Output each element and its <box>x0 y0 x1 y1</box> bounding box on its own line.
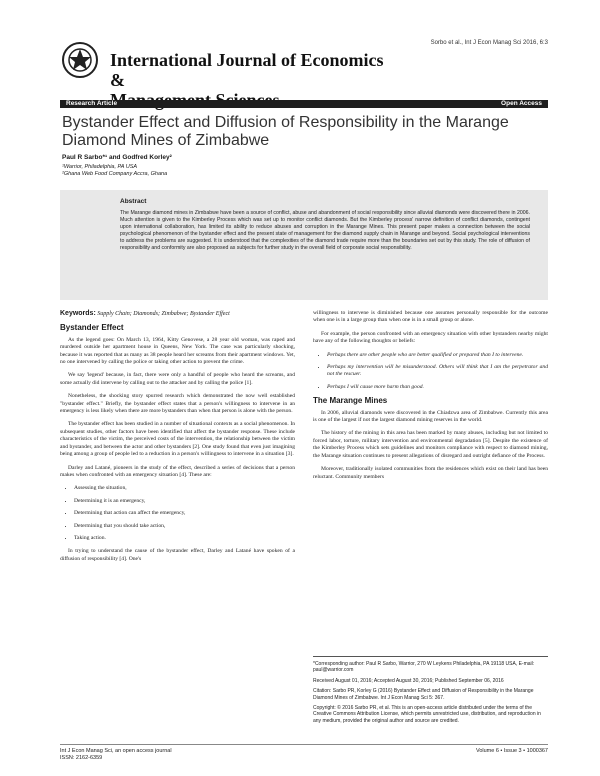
beliefs-list <box>313 352 548 392</box>
list-item: • Determining that you should take action, <box>74 523 295 530</box>
right-column <box>313 310 548 487</box>
list-item: • Perhaps my intervention will be misunderstood. Others will think that I am the perpetrator and not the rescuer. <box>327 364 548 379</box>
paper-title: Bystander Effect and Diffusion of Responsibility in the Marange Diamond Mines of Zimbabwe <box>62 114 509 149</box>
abstract-text: The Marange diamond mines in Zimbabwe have been a source of conflict, abuse and abandonment of social responsibility since alluvial diamonds were discovered there in 2006. Much attention is given to the Kimberley Process which was set up to monitor conflict diamonds. But the Kimberley process' narrow definition of conflict diamonds, contingent upon international collaboration, has limited its ability to reduce abuses and corruption in the Marange Mines. This present paper makes a connection between the social psychological phenomenon of the bystander effect and the present state of management for the diamond supply chain in Marange and beyond. Social psychological interventions to address the problems are suggested. It is understood that the complexities of the diamond trade require more than the boundaries set out by this study. The role of diffusion of responsibility and conformity are also proposed as subjects for further study in the overall field of corporate social responsibility. <box>120 210 530 251</box>
list-item: • Determining that action can affect the emergency, <box>74 510 295 517</box>
corresponding-author: *Corresponding author: Paul R Sarbo, Warrior, 270 W Leykens Philadelphia, PA 19118 USA, E-mail: paul@warrior.com <box>313 661 535 674</box>
decision-steps-list <box>60 485 295 542</box>
paragraph: For example, the person confronted with an emergency situation with other bystanders nearby might have any of the following thoughts or beliefs: <box>313 330 548 345</box>
section-label: Research Article <box>66 100 118 107</box>
paragraph: In 2006, alluvial diamonds were discovered in the Chiadzwa area of Zimbabwe. Currently this area is one of the largest if not the largest diamond mining reserves in the world. <box>313 409 548 424</box>
paragraph: willingness to intervene is diminished because one assumes personally responsible for the outcome when one is in a large group than when one is in a small group or alone. <box>313 310 548 324</box>
footer-left <box>60 748 172 762</box>
footer-journal: Int J Econ Manag Sci, an open access journal <box>60 748 172 754</box>
paragraph: The bystander effect has been studied in a number of situational contexts as a social phenomenon. In subsequent studies, other factors have been identified that affect the bystander response. These include characteristics of the victim, the perceived costs of the intervention, the relationship between the victim and bystander, and between the actor and other bystanders [2]. One study found that even just imagining being among a group of people led to a reduction in a person's willingness to intervene in a situation [3]. <box>60 421 295 458</box>
affiliation-1: ¹Warrior, Philadelphia, PA USA <box>62 164 138 170</box>
authors: Paul R Sarbo*¹ and Godfred Korley² <box>62 154 172 161</box>
dates: Received August 01, 2016; Accepted August 30, 2016; Published September 06, 2016 <box>313 677 504 684</box>
paragraph: Moreover, traditionally isolated communities from the residences which exist on their land has been reluctant. Community members <box>313 466 548 480</box>
paragraph: As the legend goes: On March 13, 1964, Kitty Genovese, a 28 year old woman, was raped and murdered outside her apartment house in Queens, New York. The case was particularly shocking, because it was reported that as many as 38 people heard her screams from their apartment windows. Yet, no one intervened by calling the police or taking other action to prevent the crime. <box>60 336 295 366</box>
list-item: • Assessing the situation, <box>74 485 295 492</box>
copyright: Copyright: © 2016 Sarbo PR, et al. This is an open-access article distributed under the terms of the Creative Commons Attribution License, which permits unrestricted use, distribution, and reproduction in any medium, provided the original author and source are credited. <box>313 705 541 724</box>
paragraph: In trying to understand the cause of the bystander effect, Darley and Latané have spoken of a diffusion of responsibility [4]. One's <box>60 548 295 562</box>
list-item: • Determining it is an emergency, <box>74 498 295 505</box>
affiliation-2: ²Ghana Web Food Company Accra, Ghana <box>62 171 168 177</box>
footnote-block <box>313 656 548 728</box>
list-item: • Perhaps there are other people who are better qualified or prepared than I to intervene. <box>327 352 548 359</box>
paragraph: Nonetheless, the shocking story spurred research which demonstrated the now well established "bystander effect." Briefly, the bystander effect states that a person's willingness to intervene in an emergency is less likely when there are more bystanders than when that person is alone with the person. <box>60 393 295 415</box>
paragraph: The history of the mining in this area has been marked by many abuses, including but not limited to forced labor, torture, military intervention and environmental degradation [5]. Despite the existence of the Kimberley Process which sets guidelines and monitors compliance with respect to diamond mining, the Marange situation continues to present allegations of disregard and outright defiance of the Process. <box>313 430 548 459</box>
list-item: • Taking action. <box>74 535 295 542</box>
citation: Citation: Sarbo PR, Korley G (2016) Bystander Effect and Diffusion of Responsibility in the Marange Diamond Mines of Zimbabwe. Int J Econ Manag Sci 5: 367. <box>313 688 534 701</box>
section-heading-marange: The Marange Mines <box>313 396 388 406</box>
paragraph: We say 'legend' because, in fact, there were only a handful of people who heard the screams, and some actually did intervene by calling out to the attacker and by calling the police [1]. <box>60 372 295 386</box>
journal-title-line1: International Journal of Economics & <box>110 50 384 90</box>
left-column <box>60 310 295 569</box>
keywords-text: Supply Chain; Diamonds; Zimbabwe; Bystander Effect <box>97 311 230 317</box>
keywords-label: Keywords: <box>60 310 96 317</box>
open-access-label: Open Access <box>501 100 542 107</box>
section-bar <box>60 100 548 108</box>
footer-rule <box>60 744 548 745</box>
journal-logo-icon <box>60 40 100 80</box>
footer-issn: ISSN: 2162-6359 <box>60 755 103 761</box>
footer-volume: Volume 6 • Issue 3 • 1000367 <box>475 748 548 754</box>
top-citation: Sorbo et al., Int J Econ Manag Sci 2016, 6:3 <box>430 40 548 46</box>
paragraph: Darley and Latané, pioneers in the study of the effect, described a series of decisions that a person makes when confronted with an emergency situation [4]. These are: <box>60 464 295 478</box>
abstract-heading: Abstract <box>120 198 147 205</box>
section-heading-bystander: Bystander Effect <box>60 323 124 333</box>
list-item: • Perhaps I will cause more harm than good. <box>327 384 548 391</box>
keywords <box>60 310 295 318</box>
